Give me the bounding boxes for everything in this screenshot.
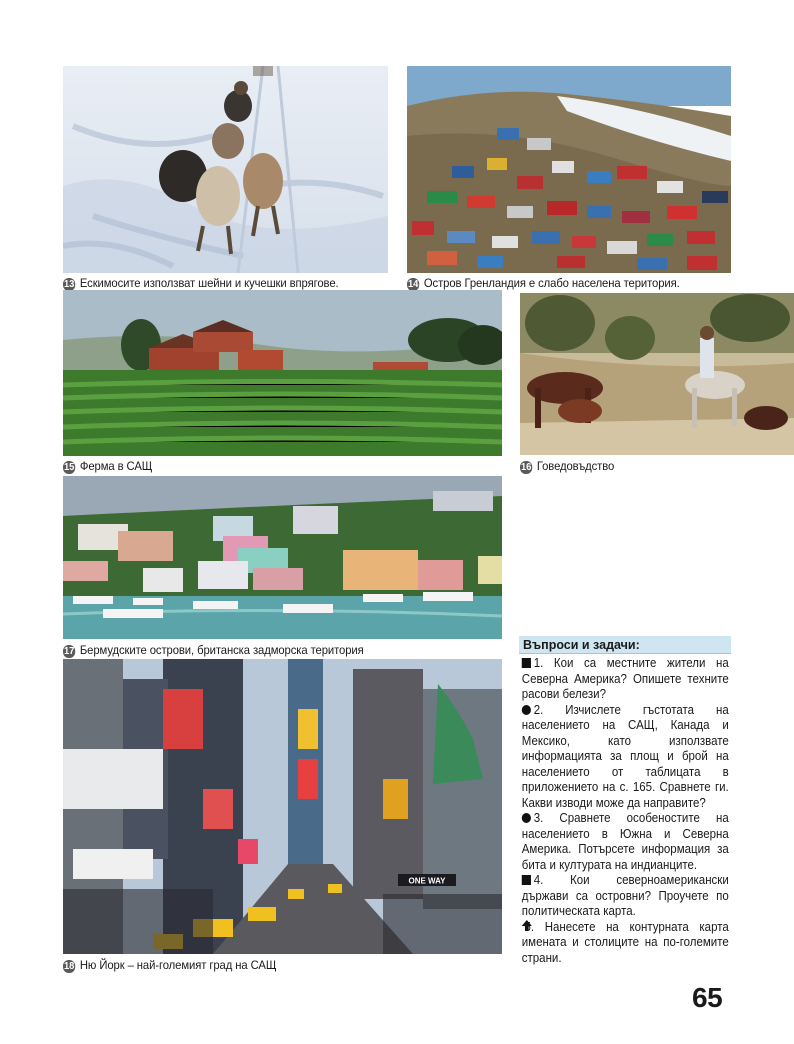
figure-14-caption	[407, 276, 680, 291]
photo-sled-dogs	[63, 66, 388, 273]
caption-text: Говедовъдство	[536, 459, 615, 473]
photo-new-york	[63, 659, 502, 954]
figure-number-badge: 14	[407, 279, 419, 290]
figure-17-caption	[63, 643, 364, 658]
question-1: 1. Кои са местните жители на Северна Америка? Опишете техните расови белези?	[521, 656, 729, 701]
question-5: 5. Нанесете на контурната карта имената и столиците на по-големите страни.	[521, 919, 729, 965]
photo-farm	[63, 290, 502, 456]
circle-icon	[522, 813, 531, 823]
question-3: 3. Сравнете особеностите на населението в Южна и Северна Америка. Потърсете информация за бита и културата на индианците.	[521, 811, 729, 872]
figure-16-caption	[520, 459, 614, 474]
figure-number-badge: 15	[63, 462, 75, 473]
square-icon	[522, 658, 531, 668]
questions-box	[519, 636, 731, 966]
figure-number-badge: 18	[63, 961, 75, 972]
caption-text: Бермудските острови, британска задморска територия	[79, 643, 364, 657]
photo-bermuda	[63, 476, 502, 639]
one-way-sign: ONE WAY	[408, 876, 446, 886]
square-icon	[522, 875, 531, 885]
figure-number-badge: 17	[63, 646, 75, 657]
questions-list	[519, 654, 731, 966]
caption-text: Ескимосите използват шейни и кучешки впрягове.	[79, 276, 339, 290]
figure-number-badge: 16	[520, 462, 532, 473]
figure-18-caption	[63, 958, 276, 973]
questions-title: Въпроси и задачи:	[519, 636, 731, 654]
caption-text: Остров Гренландия е слабо населена територия.	[423, 276, 680, 290]
figure-15-caption	[63, 459, 152, 474]
photo-cattle	[520, 293, 794, 455]
question-2: 2. Изчислете гъстотата на населението на САЩ, Канада и Мексико, като използвате информацията за площ и брой на населението от таблицата в приложението на с. 165. Сравнете ги. Какви изводи може да направите?	[521, 702, 729, 810]
circle-icon	[522, 705, 531, 715]
figure-number-badge: 13	[63, 279, 75, 290]
figure-13-caption	[63, 276, 339, 291]
question-4: 4. Кои северноамерикански държави са островни? Проучете по политическата карта.	[521, 873, 729, 918]
caption-text: Ню Йорк – най-големият град на САЩ	[79, 958, 277, 972]
page-number: 65	[692, 982, 723, 1013]
photo-greenland	[407, 66, 731, 273]
caption-text: Ферма в САЩ	[79, 459, 153, 473]
